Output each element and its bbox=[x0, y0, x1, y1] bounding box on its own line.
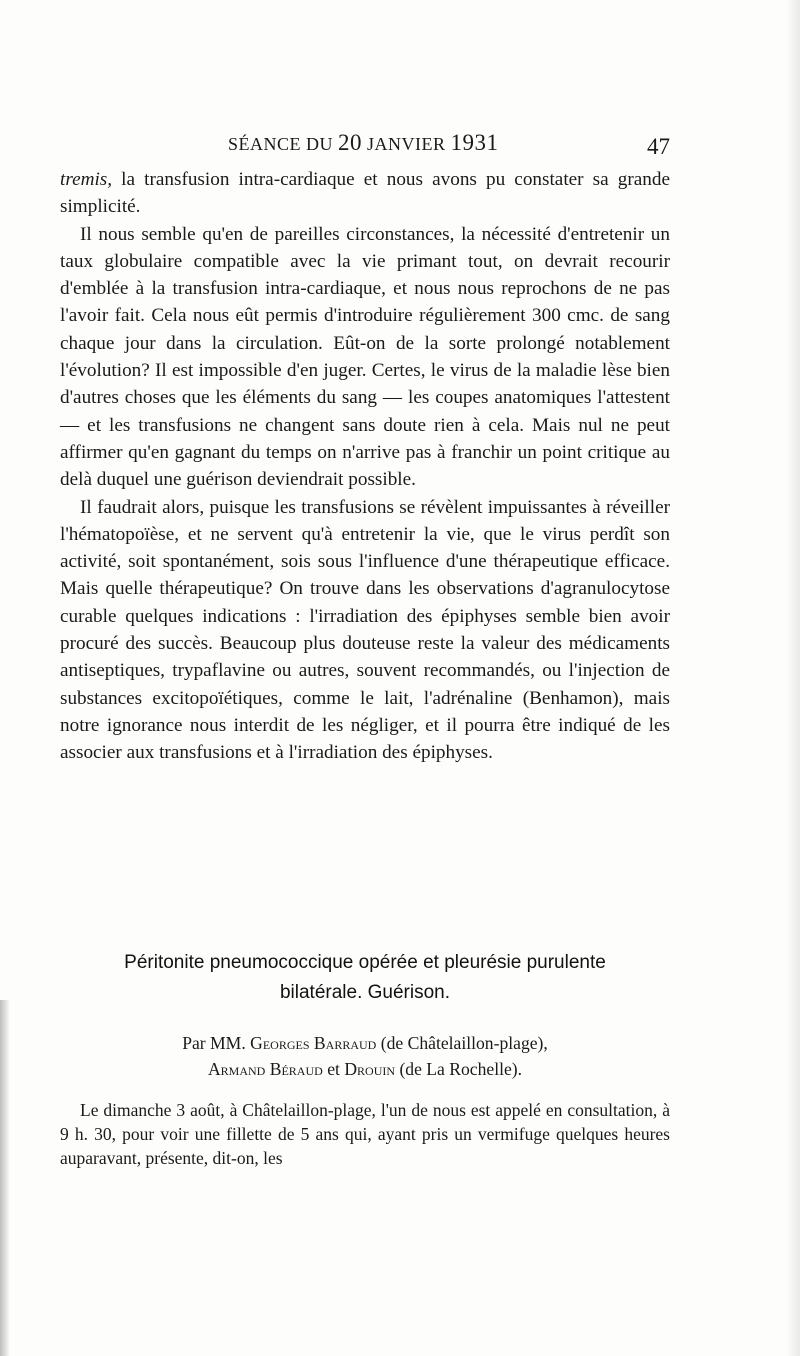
running-title-day: 20 bbox=[338, 130, 363, 155]
authors-et: et bbox=[327, 1059, 340, 1079]
paragraph-1-italic: tremis, bbox=[60, 169, 113, 190]
running-title bbox=[228, 130, 499, 156]
section-title-line-2: bilatérale. Guérison. bbox=[279, 982, 451, 1003]
page-edge-shadow bbox=[0, 1000, 10, 1356]
running-title-prefix: SÉANCE DU bbox=[228, 134, 334, 154]
paragraph-1-text: la transfusion intra-cardiaque et nous avons pu constater sa grande simplicité. bbox=[60, 169, 670, 218]
page-binding-shadow bbox=[786, 0, 800, 1356]
author-name-2: Armand Béraud bbox=[207, 1059, 323, 1079]
author-name-3: Drouin bbox=[344, 1059, 396, 1079]
authors-line-1 bbox=[60, 1030, 670, 1056]
paragraph-3: Il faudrait alors, puisque les transfusions se révèlent impuissantes à réveiller l'hématopoïèse, et ne servent qu'à entretenir la vie, que le virus perdît son activité, soit spontanément, sois sous l'influence d'une thérapeutique efficace. Mais quelle thérapeutique? On trouve dans les observations d'agranulocytose curable quelques indications : l'irradiation des épiphyses semble bien avoir procuré des succès. Beaucoup plus douteuse reste la valeur des médicaments antiseptiques, trypaflavine ou autres, souvent recommandés, ou l'injection de substances excitopoïétiques, comme le lait, l'adrénaline (Benhamon), mais notre ignorance nous interdit de les négliger, et il pourra être indiqué de les associer aux transfusions et à l'irradiation des épiphyses. bbox=[60, 496, 670, 764]
final-paragraph: Le dimanche 3 août, à Châtelaillon-plage, l'un de nous est appelé en consultation, à 9 h. 30, pour voir une fillette de 5 ans qui, ayant pris un vermifuge quelques heures auparavant, présente, dit-on, les bbox=[60, 1100, 670, 1168]
running-head bbox=[60, 128, 674, 164]
final-paragraph-block bbox=[60, 1098, 670, 1170]
body-text bbox=[60, 166, 670, 767]
section-title-line-1: Péritonite pneumococcique opérée et pleurésie purulente bbox=[124, 952, 606, 973]
paragraph-2: Il nous semble qu'en de pareilles circonstances, la nécessité d'entretenir un taux globulaire compatible avec la vie primant tout, on devrait recourir d'emblée à la transfusion intra-cardiaque, et nous nous reprochons de ne pas l'avoir fait. Cela nous eût permis d'introduire régulièrement 300 cmc. de sang chaque jour dans la circulation. Eût-on de la sorte prolongé notablement l'évolution? Il est impossible d'en juger. Certes, le virus de la maladie lèse bien d'autres choses que les éléments du sang — les coupes anatomiques l'attestent — et les transfusions ne changent sans doute rien à cela. Mais nul ne peut affirmer qu'en gagnant du temps on n'arrive pas à franchir un point critique au delà duquel une guérison deviendrait possible. bbox=[60, 223, 670, 491]
paragraph-1 bbox=[60, 166, 670, 221]
running-title-month: JANVIER bbox=[367, 134, 446, 154]
authors-line-2 bbox=[60, 1056, 670, 1082]
authors-par: Par MM. bbox=[182, 1033, 246, 1053]
section-title bbox=[60, 948, 670, 1008]
page-number: 47 bbox=[647, 134, 670, 159]
running-title-year: 1931 bbox=[450, 130, 499, 155]
author-place-1: (de Châtelaillon-plage), bbox=[380, 1033, 548, 1053]
author-name-1: Georges Barraud bbox=[250, 1033, 377, 1053]
author-place-2: (de La Rochelle). bbox=[399, 1059, 523, 1079]
authors-block bbox=[60, 1030, 670, 1082]
